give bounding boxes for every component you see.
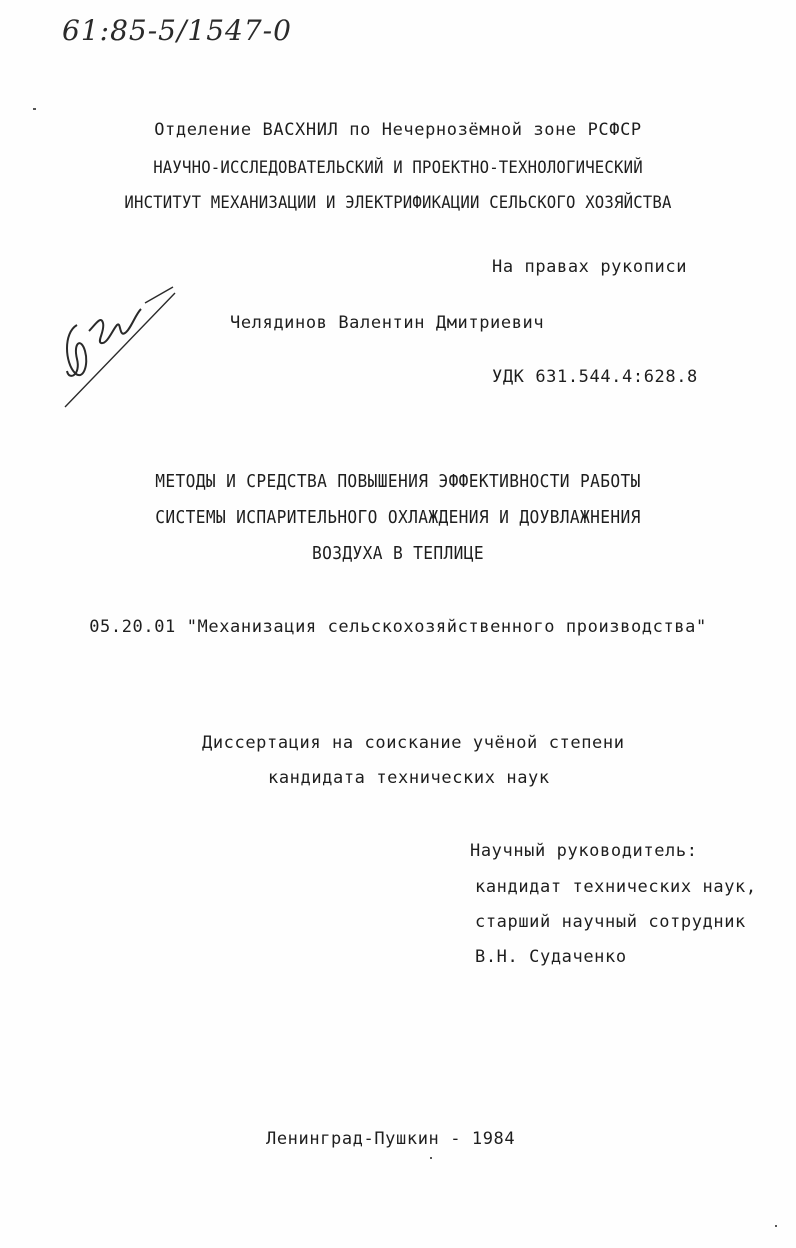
dissertation-line-1: Диссертация на соискание учёной степени bbox=[202, 733, 625, 753]
title-line-3: ВОЗДУХА В ТЕПЛИЦЕ bbox=[312, 543, 484, 564]
author-name: Челядинов Валентин Дмитриевич bbox=[230, 313, 545, 333]
scan-speck bbox=[775, 1225, 777, 1227]
dissertation-line-2: кандидата технических наук bbox=[268, 768, 550, 788]
title-line-1: МЕТОДЫ И СРЕДСТВА ПОВЫШЕНИЯ ЭФФЕКТИВНОСТИ РАБОТЫ bbox=[155, 471, 641, 492]
supervisor-label: Научный руководитель: bbox=[470, 841, 698, 861]
specialty-code: 05.20.01 "Механизация сельскохозяйственного производства" bbox=[89, 617, 707, 637]
org-line: Отделение ВАСХНИЛ по Нечернозёмной зоне РСФСР bbox=[154, 120, 642, 140]
manuscript-rights: На правах рукописи bbox=[492, 257, 688, 277]
supervisor-name: В.Н. Судаченко bbox=[475, 947, 627, 967]
place-year: Ленинград-Пушкин - 1984 bbox=[266, 1129, 516, 1149]
title-line-2: СИСТЕМЫ ИСПАРИТЕЛЬНОГО ОХЛАЖДЕНИЯ И ДОУВЛАЖНЕНИЯ bbox=[155, 507, 641, 528]
supervisor-degree: кандидат технических наук, bbox=[475, 877, 757, 897]
archive-note: 61:85-5/1547-0 bbox=[62, 14, 292, 47]
scan-speck bbox=[33, 108, 36, 110]
institute-line-2: ИНСТИТУТ МЕХАНИЗАЦИИ И ЭЛЕКТРИФИКАЦИИ СЕЛЬСКОГО ХОЗЯЙСТВА bbox=[124, 193, 672, 213]
supervisor-position: старший научный сотрудник bbox=[475, 912, 746, 932]
udc-code: УДК 631.544.4:628.8 bbox=[492, 367, 698, 387]
institute-line-1: НАУЧНО-ИССЛЕДОВАТЕЛЬСКИЙ И ПРОЕКТНО-ТЕХНОЛОГИЧЕСКИЙ bbox=[153, 158, 643, 178]
signature-mark bbox=[55, 285, 185, 415]
scan-speck bbox=[430, 1157, 432, 1159]
